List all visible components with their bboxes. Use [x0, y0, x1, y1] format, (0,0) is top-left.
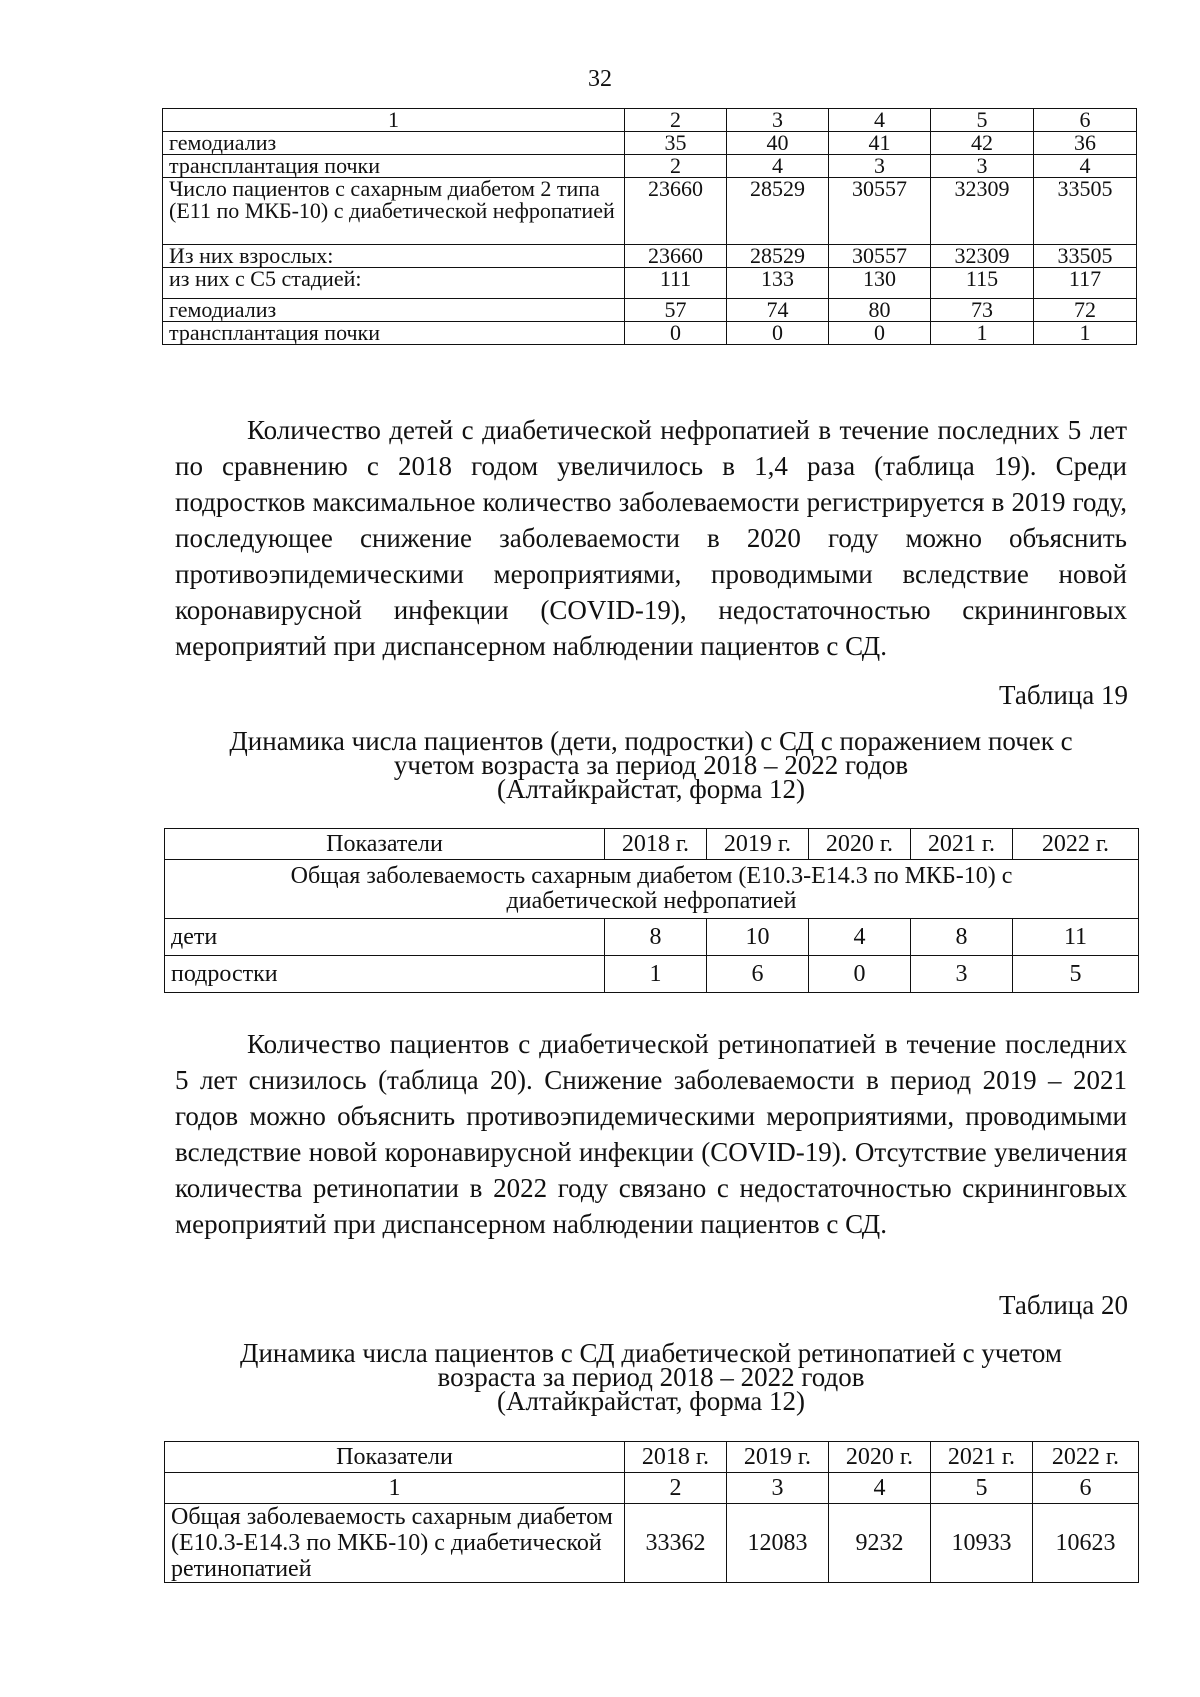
paragraph-retinopathy — [175, 1026, 1127, 1242]
header-cell: 2019 г. — [707, 829, 809, 860]
table-cell: 130 — [829, 268, 931, 299]
row-label: гемодиализ — [163, 132, 625, 155]
header-cell: Показатели — [165, 1442, 625, 1473]
table-cell: 4 — [809, 919, 911, 956]
table-cell: 9232 — [829, 1504, 931, 1583]
row-label: трансплантация почки — [163, 322, 625, 345]
table-cell: 4 — [727, 155, 829, 178]
table-row — [163, 322, 1137, 345]
row-label: Общая заболеваемость сахарным диабетом (Е10.3-Е14.3 по МКБ-10) с диабетической ретинопатией — [165, 1504, 625, 1583]
header-cell: 2022 г. — [1033, 1442, 1139, 1473]
table-cell: 23660 — [625, 178, 727, 245]
section-title: Общая заболеваемость сахарным диабетом (Е10.3-Е14.3 по МКБ-10) с диабетической нефропатией — [165, 860, 1139, 919]
header-cell: 2022 г. — [1013, 829, 1139, 860]
table-cell: 1 — [931, 322, 1034, 345]
table-cell: 72 — [1034, 299, 1137, 322]
header-cell: 5 — [931, 109, 1034, 132]
table-cell: 1 — [605, 956, 707, 993]
table-cell: 23660 — [625, 245, 727, 268]
number-cell: 4 — [829, 1473, 931, 1504]
table-cell: 41 — [829, 132, 931, 155]
table-cell: 28529 — [727, 245, 829, 268]
header-cell: Показатели — [165, 829, 605, 860]
paragraph-text: Количество детей с диабетической нефропатией в течение последних 5 лет по сравнению с 2018 годом увеличилось в 1,4 раза (таблица 19). Среди подростков максимальное количество заболеваемости регистрируется в 2019 году, последующее снижение заболеваемости в 2020 году можно объяснить противоэпидемическими мероприятиями, проводимыми вследствие новой коронавирусной инфекции (COVID-19), недостаточностью скрининговых мероприятий при диспансерном наблюдении пациентов с СД. — [175, 415, 1127, 661]
table-cell: 4 — [1034, 155, 1137, 178]
table-cell: 36 — [1034, 132, 1137, 155]
table-cell: 0 — [809, 956, 911, 993]
table-row — [163, 132, 1137, 155]
table-cell: 80 — [829, 299, 931, 322]
table-row — [163, 268, 1137, 299]
row-label: подростки — [165, 956, 605, 993]
number-cell: 5 — [931, 1473, 1033, 1504]
table-header-row — [165, 829, 1139, 860]
table-row — [163, 155, 1137, 178]
table-number-row — [165, 1473, 1139, 1504]
page-number: 32 — [588, 66, 612, 92]
table-cell: 10933 — [931, 1504, 1033, 1583]
table-row — [163, 178, 1137, 245]
header-cell: 4 — [829, 109, 931, 132]
number-cell: 3 — [727, 1473, 829, 1504]
table-cell: 3 — [931, 155, 1034, 178]
header-cell: 2019 г. — [727, 1442, 829, 1473]
table-cell: 0 — [625, 322, 727, 345]
table-cell: 32309 — [931, 178, 1034, 245]
header-cell: 2021 г. — [911, 829, 1013, 860]
table-cell: 11 — [1013, 919, 1139, 956]
paragraph-nephropathy — [175, 412, 1127, 664]
header-cell: 6 — [1034, 109, 1137, 132]
row-label: гемодиализ — [163, 299, 625, 322]
table-19-title-line1: Динамика числа пациентов (дети, подростки) с СД с поражением почек с — [229, 726, 1073, 756]
table-19-label: Таблица 19 — [999, 680, 1128, 710]
table-cell: 1 — [1034, 322, 1137, 345]
table-header-row — [163, 109, 1137, 132]
row-label: Из них взрослых: — [163, 245, 625, 268]
row-label: дети — [165, 919, 605, 956]
table-cell: 74 — [727, 299, 829, 322]
table-row — [165, 1504, 1139, 1583]
table-19-title-line3: (Алтайкрайстат, форма 12) — [497, 774, 805, 804]
row-label: из них с С5 стадией: — [163, 268, 625, 299]
table-cell: 10623 — [1033, 1504, 1139, 1583]
header-cell: 2021 г. — [931, 1442, 1033, 1473]
header-cell: 2020 г. — [829, 1442, 931, 1473]
table-cell: 111 — [625, 268, 727, 299]
table-header-row — [165, 1442, 1139, 1473]
table-cell: 3 — [911, 956, 1013, 993]
table-cell: 33362 — [625, 1504, 727, 1583]
table-cell: 42 — [931, 132, 1034, 155]
table-cell: 133 — [727, 268, 829, 299]
table-cell: 28529 — [727, 178, 829, 245]
table-cell: 35 — [625, 132, 727, 155]
table-cell: 0 — [829, 322, 931, 345]
table-cell: 0 — [727, 322, 829, 345]
table-cell: 6 — [707, 956, 809, 993]
table-row — [165, 919, 1139, 956]
table-20-title-line1: Динамика числа пациентов с СД диабетической ретинопатией с учетом — [240, 1338, 1062, 1368]
table-cell: 10 — [707, 919, 809, 956]
row-label: трансплантация почки — [163, 155, 625, 178]
table-20-title-line3: (Алтайкрайстат, форма 12) — [497, 1386, 805, 1416]
table-cell: 33505 — [1034, 178, 1137, 245]
paragraph-text: Количество пациентов с диабетической ретинопатией в течение последних 5 лет снизилось (таблица 20). Снижение заболеваемости в период 2019 – 2021 годов можно объяснить противоэпидемическими мероприятиями, проводимыми вследствие новой коронавирусной инфекции (COVID-19). Отсутствие увеличения количества ретинопатии в 2022 году связано с недостаточностью скрининговых мероприятий при диспансерном наблюдении пациентов с СД. — [175, 1029, 1127, 1239]
table-18-continuation — [162, 108, 1137, 345]
table-19-title-line2: учетом возраста за период 2018 – 2022 годов — [393, 750, 909, 780]
row-label: Число пациентов с сахарным диабетом 2 типа (Е11 по МКБ-10) с диабетической нефропатией — [163, 178, 625, 245]
table-cell: 40 — [727, 132, 829, 155]
number-cell: 2 — [625, 1473, 727, 1504]
table-cell: 30557 — [829, 178, 931, 245]
header-cell: 2020 г. — [809, 829, 911, 860]
table-cell: 5 — [1013, 956, 1139, 993]
table-cell: 2 — [625, 155, 727, 178]
table-cell: 32309 — [931, 245, 1034, 268]
table-cell: 115 — [931, 268, 1034, 299]
header-cell: 2018 г. — [625, 1442, 727, 1473]
table-cell: 57 — [625, 299, 727, 322]
header-cell: 3 — [727, 109, 829, 132]
table-section-row — [165, 860, 1139, 919]
table-cell: 8 — [911, 919, 1013, 956]
table-20-label: Таблица 20 — [999, 1290, 1128, 1320]
table-cell: 8 — [605, 919, 707, 956]
number-cell: 1 — [165, 1473, 625, 1504]
number-cell: 6 — [1033, 1473, 1139, 1504]
table-19 — [164, 828, 1139, 993]
table-row — [163, 245, 1137, 268]
table-row — [163, 299, 1137, 322]
table-cell: 3 — [829, 155, 931, 178]
table-20 — [164, 1441, 1139, 1583]
header-cell: 2 — [625, 109, 727, 132]
table-cell: 33505 — [1034, 245, 1137, 268]
table-row — [165, 956, 1139, 993]
table-20-title-line2: возраста за период 2018 – 2022 годов — [437, 1362, 865, 1392]
header-cell: 1 — [163, 109, 625, 132]
table-cell: 117 — [1034, 268, 1137, 299]
table-cell: 12083 — [727, 1504, 829, 1583]
table-cell: 30557 — [829, 245, 931, 268]
table-cell: 73 — [931, 299, 1034, 322]
header-cell: 2018 г. — [605, 829, 707, 860]
